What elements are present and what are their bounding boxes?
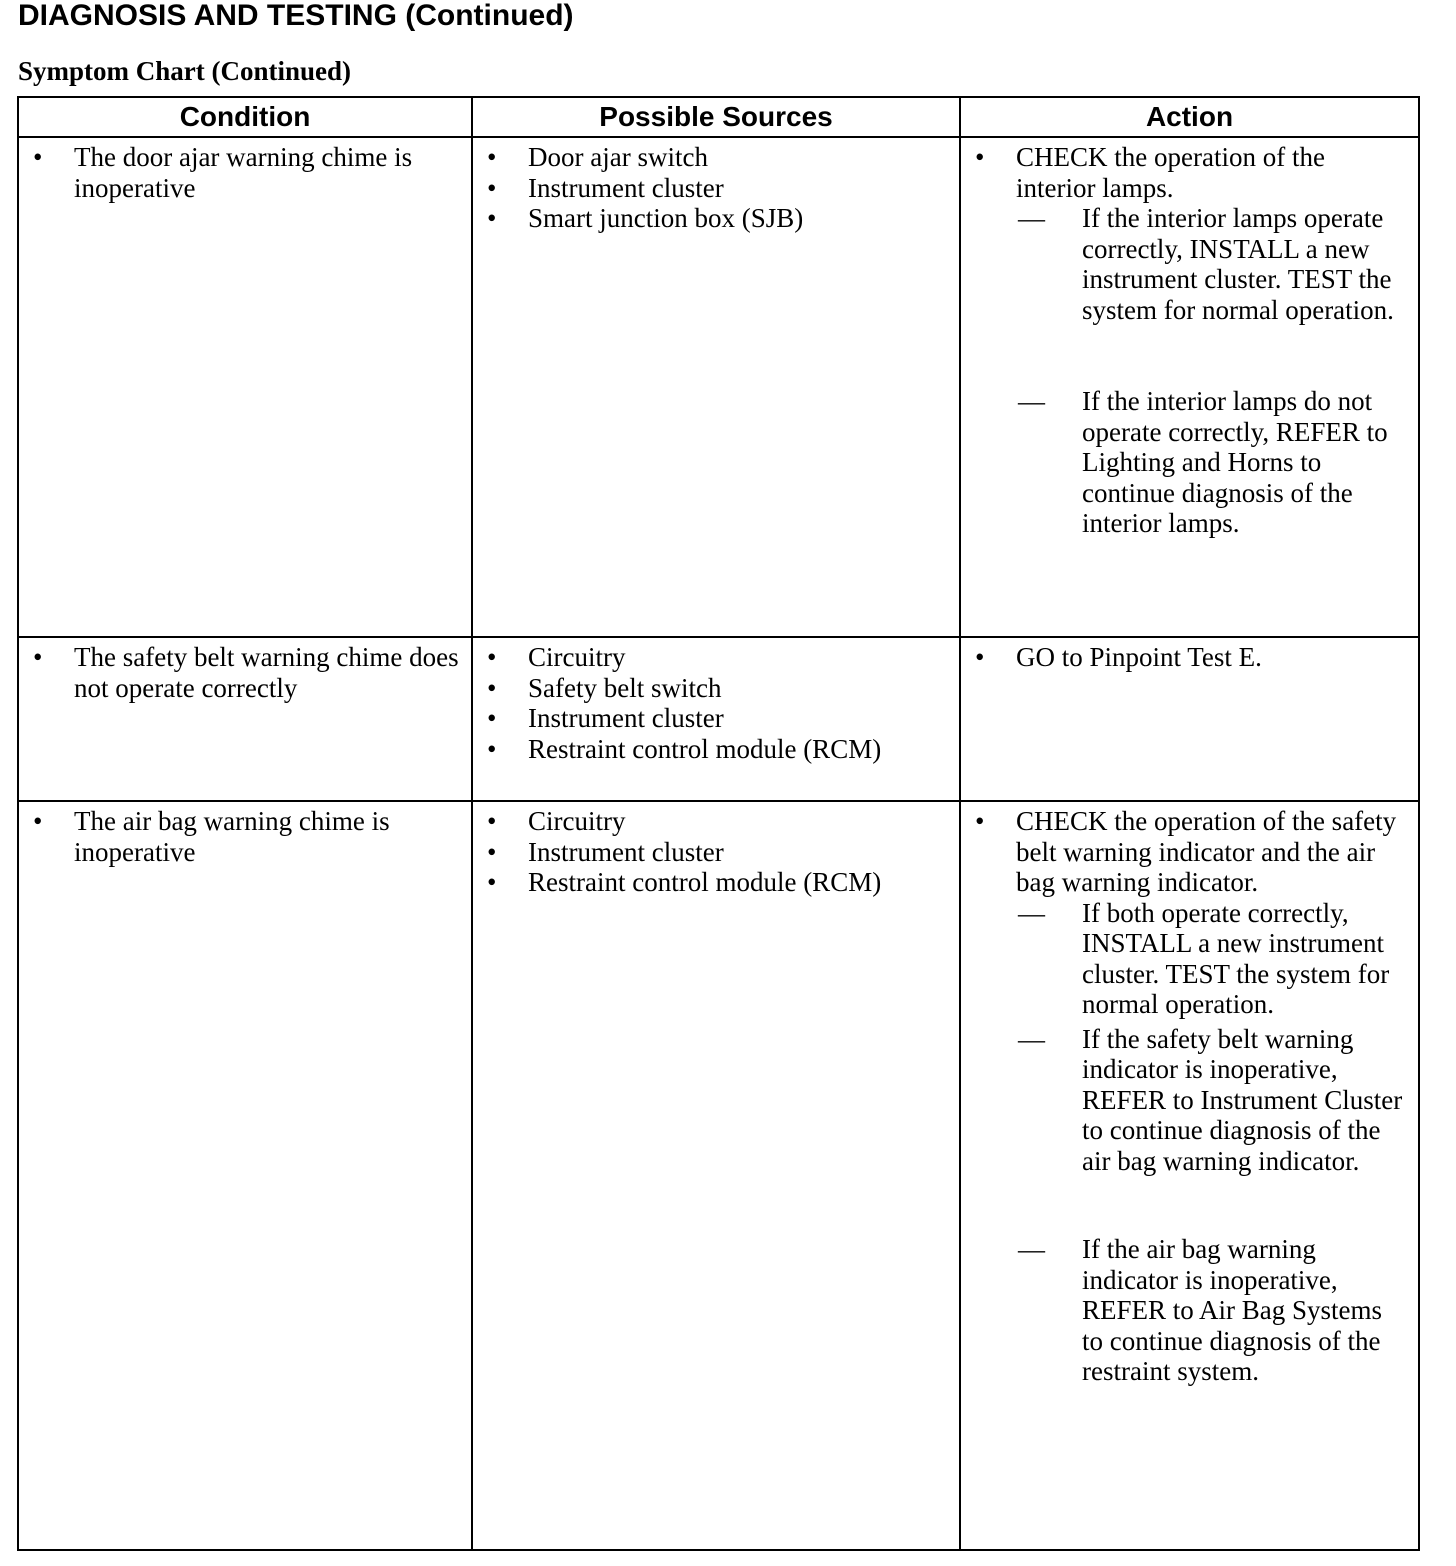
- source-item: • Safety belt switch: [473, 673, 949, 704]
- sources-cell: [472, 137, 960, 637]
- table-header-row: [18, 97, 1419, 137]
- action-substep: — If the interior lamps do not operate correctly, REFER to Lighting and Horns to continue diagnosis of the interior lamps.: [1016, 386, 1408, 539]
- source-item: • Instrument cluster: [473, 173, 949, 204]
- column-header-condition: Condition: [18, 97, 472, 137]
- action-substep: — If the air bag warning indicator is inoperative, REFER to Air Bag Systems to continue diagnosis of the restraint system.: [1016, 1234, 1408, 1387]
- action-substep: — If the safety belt warning indicator is inoperative, REFER to Instrument Cluster to continue diagnosis of the air bag warning indicator.: [1016, 1024, 1408, 1177]
- sources-cell: [472, 801, 960, 1550]
- action-cell: [960, 137, 1419, 637]
- condition-text: • The door ajar warning chime is inoperative: [19, 142, 461, 203]
- action-main-text: CHECK the operation of the interior lamps.: [1016, 142, 1325, 203]
- action-main-text: GO to Pinpoint Test E.: [1016, 642, 1262, 672]
- action-substep: — If both operate correctly, INSTALL a new instrument cluster. TEST the system for normal operation.: [1016, 898, 1408, 1020]
- condition-text: • The air bag warning chime is inoperative: [19, 806, 461, 867]
- section-title: DIAGNOSIS AND TESTING (Continued): [18, 0, 574, 32]
- condition-text: • The safety belt warning chime does not operate correctly: [19, 642, 461, 703]
- source-item: • Door ajar switch: [473, 142, 949, 173]
- action-main-text: CHECK the operation of the safety belt warning indicator and the air bag warning indicator.: [1016, 806, 1397, 897]
- source-item: • Instrument cluster: [473, 837, 949, 868]
- action-cell: [960, 801, 1419, 1550]
- sources-cell: [472, 637, 960, 801]
- condition-cell: [18, 137, 472, 637]
- column-header-possible-sources: Possible Sources: [472, 97, 960, 137]
- action-cell: [960, 637, 1419, 801]
- action-substep: — If the interior lamps operate correctly, INSTALL a new instrument cluster. TEST the system for normal operation.: [1016, 203, 1408, 325]
- source-item: • Circuitry: [473, 806, 949, 837]
- source-item: • Smart junction box (SJB): [473, 203, 949, 234]
- symptom-chart-table: [17, 96, 1420, 1551]
- table-row: [18, 801, 1419, 1550]
- action-step: [961, 642, 1408, 673]
- table-row: [18, 637, 1419, 801]
- source-item: • Instrument cluster: [473, 703, 949, 734]
- condition-cell: [18, 637, 472, 801]
- table-row: [18, 137, 1419, 637]
- source-item: • Restraint control module (RCM): [473, 734, 949, 765]
- column-header-action: Action: [960, 97, 1419, 137]
- action-step: [961, 142, 1408, 539]
- action-step: [961, 806, 1408, 1387]
- chart-title: Symptom Chart (Continued): [18, 56, 352, 86]
- condition-cell: [18, 801, 472, 1550]
- source-item: • Circuitry: [473, 642, 949, 673]
- source-item: • Restraint control module (RCM): [473, 867, 949, 898]
